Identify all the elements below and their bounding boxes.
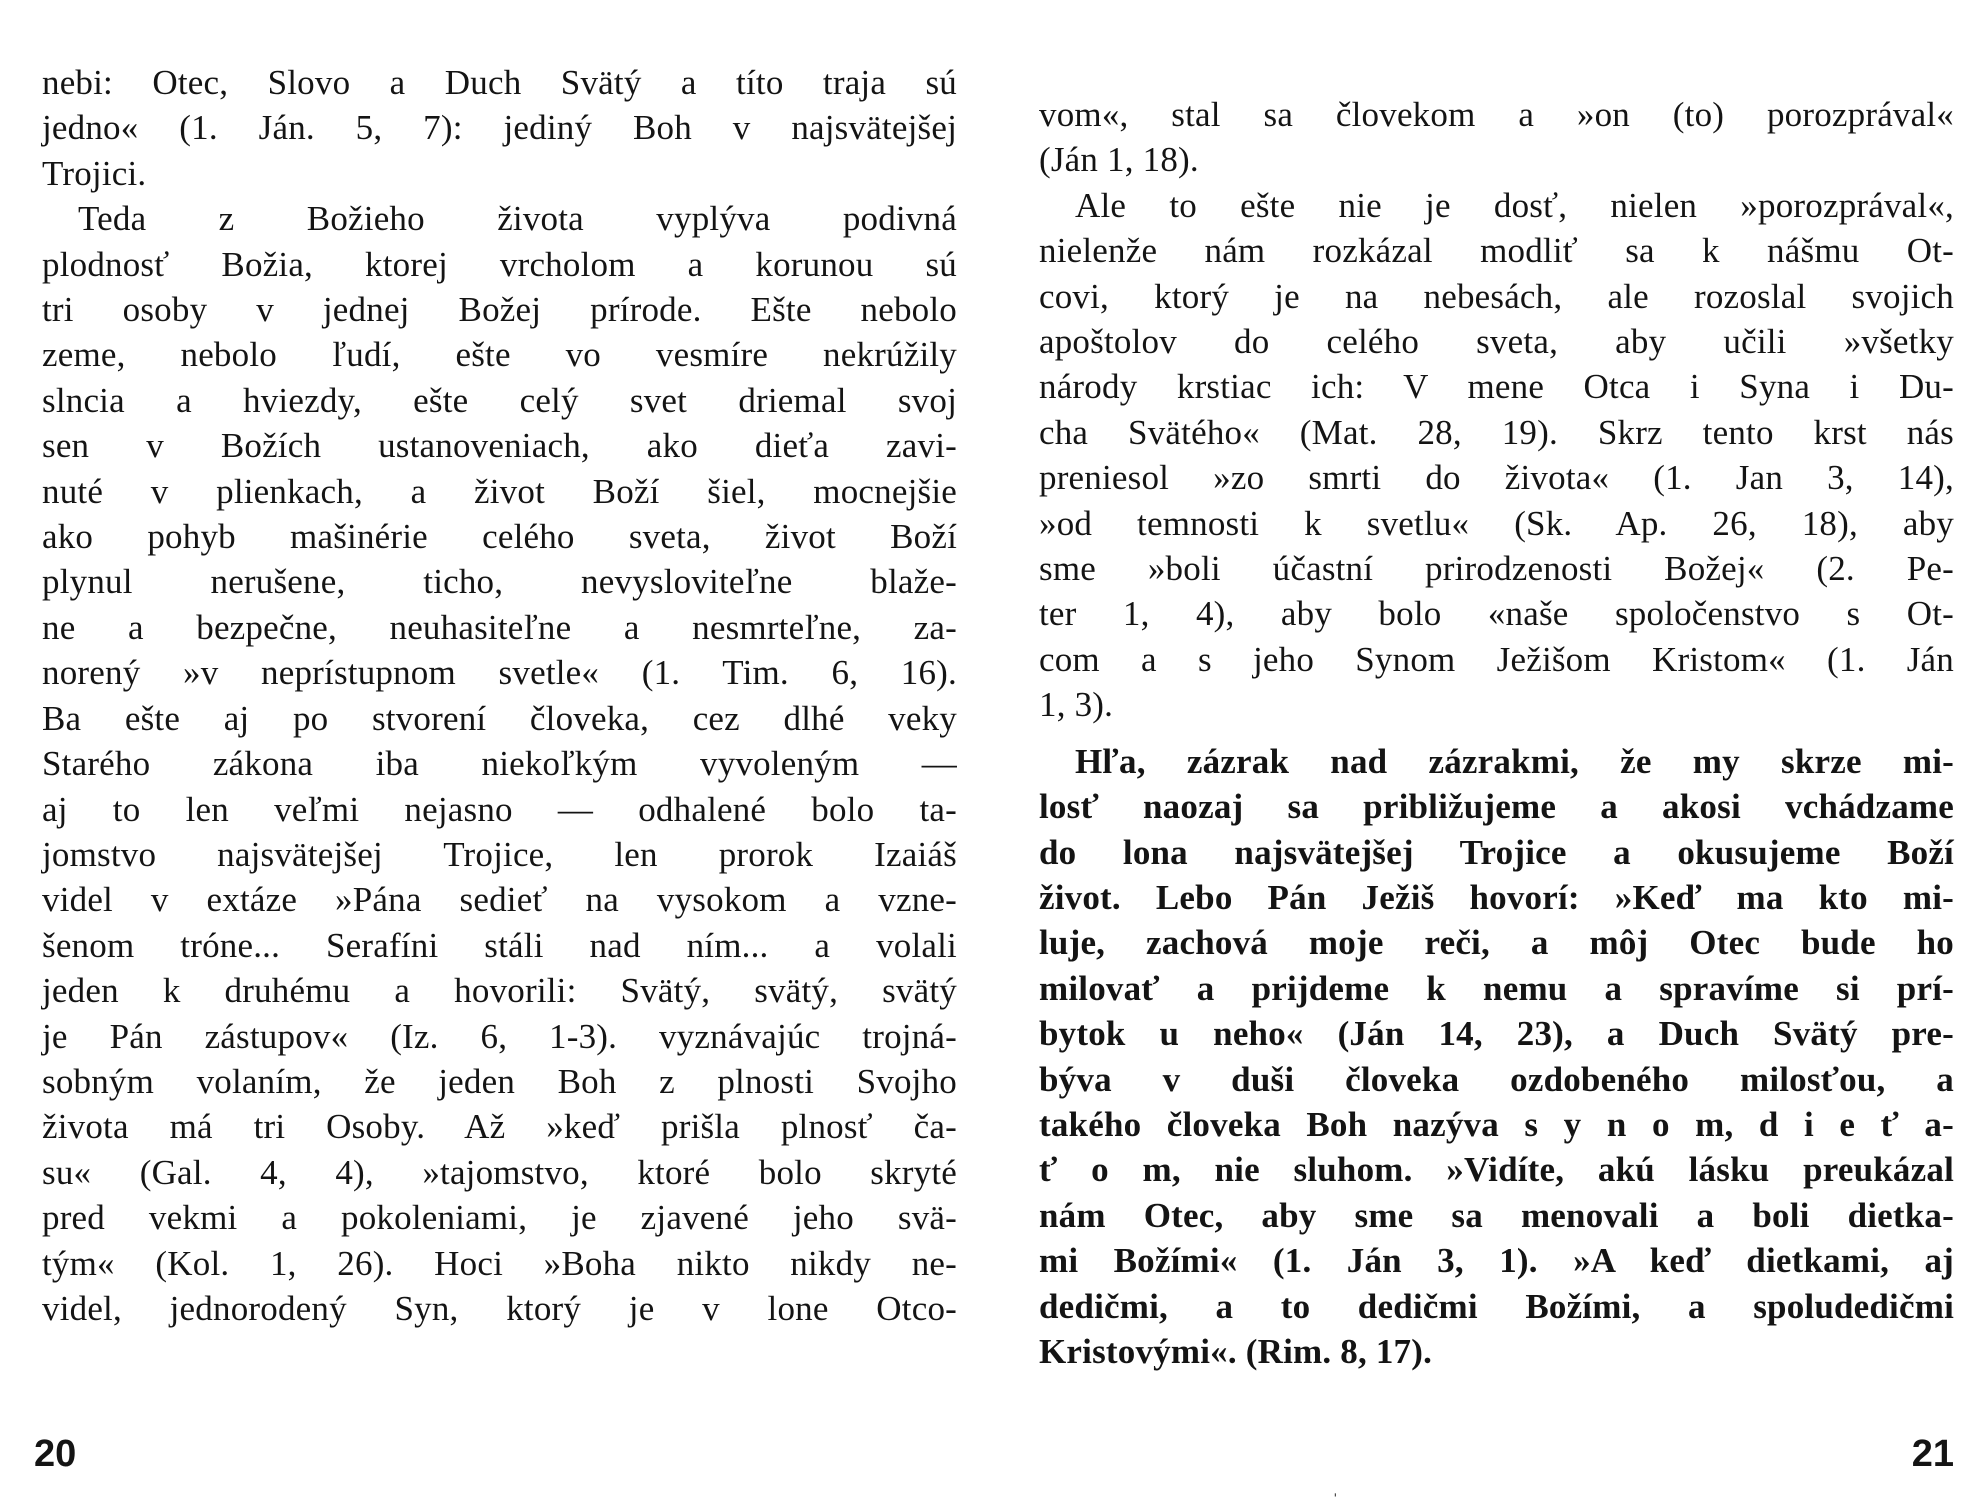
text-line: Ba ešte aj po stvorení človeka, cez dlhé veky bbox=[42, 698, 957, 738]
paragraph-gap bbox=[1039, 728, 1954, 739]
text-line: ne a bezpečne, neuhasiteľne a nesmrteľne, za- bbox=[42, 607, 957, 647]
right-page bbox=[989, 0, 1978, 1500]
text-line: Teda z Božieho života vyplýva podivná bbox=[78, 199, 957, 239]
text-line: luje, zachová moje reči, a môj Otec bude ho bbox=[1039, 923, 1954, 963]
text-line: ť o m, nie sluhom. »Vidíte, akú lásku preukázal bbox=[1039, 1150, 1954, 1190]
text-line: jedno« (1. Ján. 5, 7): jediný Boh v najsvätejšej bbox=[42, 108, 957, 148]
text-line: bytok u neho« (Ján 14, 23), a Duch Svätý pre- bbox=[1039, 1014, 1954, 1054]
text-line: Kristovými«. (Rim. 8, 17). bbox=[1039, 1331, 1433, 1371]
text-line: losť naozaj sa približujeme a akosi vchádzame bbox=[1039, 787, 1954, 827]
text-line: šenom tróne... Serafíni stáli nad ním... a volali bbox=[42, 925, 957, 965]
text-line: nám Otec, aby sme sa menovali a boli dietka- bbox=[1039, 1195, 1954, 1235]
text-line: Starého zákona iba niekoľkým vyvoleným — bbox=[42, 744, 957, 784]
text-line: národy krstiac ich: V mene Otca i Syna i Du- bbox=[1039, 367, 1954, 407]
text-line: jomstvo najsvätejšej Trojice, len prorok Izaiáš bbox=[42, 834, 957, 874]
text-line: covi, ktorý je na nebesách, ale rozoslal svojich bbox=[1039, 276, 1954, 316]
text-line: Hľa, zázrak nad zázrakmi, že my skrze mi- bbox=[1075, 741, 1954, 781]
text-line: aj to len veľmi nejasno — odhalené bolo ta- bbox=[42, 789, 957, 829]
text-line: takého človeka Boh nazýva s y n o m, d i e ť a- bbox=[1039, 1104, 1954, 1144]
text-line: videl v extáze »Pána sedieť na vysokom a vzne- bbox=[42, 880, 957, 920]
right-page-text bbox=[1039, 92, 1954, 1374]
text-line: »od temnosti k svetlu« (Sk. Ap. 26, 18), aby bbox=[1039, 503, 1954, 543]
text-line: ter 1, 4), aby bolo «naše spoločenstvo s Ot- bbox=[1039, 594, 1954, 634]
text-line: nebi: Otec, Slovo a Duch Svätý a títo traja sú bbox=[42, 63, 957, 102]
text-line: života má tri Osoby. Až »keď prišla plnosť ča- bbox=[42, 1107, 957, 1147]
page-number: 21 bbox=[1911, 1433, 1954, 1475]
text-line: videl, jednorodený Syn, ktorý je v lone Otco- bbox=[42, 1288, 957, 1328]
text-line: preniesol »zo smrti do života« (1. Jan 3, 14), bbox=[1039, 458, 1954, 498]
text-line: Ale to ešte nie je dosť, nielen »porozprával«, bbox=[1075, 185, 1954, 225]
text-line: (Ján 1, 18). bbox=[1039, 140, 1199, 180]
text-line: plynul nerušene, ticho, nevysloviteľne blaže- bbox=[42, 562, 957, 602]
text-line: com a s jeho Synom Ježišom Kristom« (1. Ján bbox=[1039, 639, 1954, 679]
text-line: dedičmi, a to dedičmi Božími, a spoludedičmi bbox=[1039, 1286, 1954, 1326]
text-line: vom«, stal sa človekom a »on (to) porozprával« bbox=[1039, 95, 1954, 134]
text-line: nuté v plienkach, a život Boží šiel, mocnejšie bbox=[42, 471, 957, 511]
text-line: 1, 3). bbox=[1039, 685, 1114, 725]
text-line: norený »v neprístupnom svetle« (1. Tim. 6, 16). bbox=[42, 653, 957, 693]
left-page-text bbox=[42, 60, 957, 1331]
text-line: plodnosť Božia, ktorej vrcholom a korunou sú bbox=[42, 244, 957, 284]
stray-print-mark: ˌ bbox=[1332, 1475, 1339, 1497]
text-line: apoštolov do celého sveta, aby učili »všetky bbox=[1039, 322, 1954, 362]
text-line: sen v Božích ustanoveniach, ako dieťa zavi- bbox=[42, 426, 957, 466]
text-line: su« (Gal. 4, 4), »tajomstvo, ktoré bolo skryté bbox=[42, 1152, 957, 1192]
text-line: jeden k druhému a hovorili: Svätý, svätý, svätý bbox=[42, 971, 957, 1011]
text-line: Trojici. bbox=[42, 153, 147, 193]
text-line: milovať a prijdeme k nemu a spravíme si prí- bbox=[1039, 968, 1954, 1008]
text-line: život. Lebo Pán Ježiš hovorí: »Keď ma kto mi- bbox=[1039, 877, 1954, 917]
text-line: ako pohyb mašinérie celého sveta, život Boží bbox=[42, 517, 957, 557]
text-line: sobným volaním, že jeden Boh z plnosti Svojho bbox=[42, 1061, 957, 1101]
text-line: tým« (Kol. 1, 26). Hoci »Boha nikto nikdy ne- bbox=[42, 1243, 957, 1283]
text-line: mi Božími« (1. Ján 3, 1). »A keď dietkami, aj bbox=[1039, 1241, 1954, 1281]
text-line: nielenže nám rozkázal modliť sa k nášmu Ot- bbox=[1039, 231, 1954, 271]
text-line: slncia a hviezdy, ešte celý svet driemal svoj bbox=[42, 380, 957, 420]
text-line: cha Svätého« (Mat. 28, 19). Skrz tento krst nás bbox=[1039, 412, 1954, 452]
text-line: sme »boli účastní prirodzenosti Božej« (2. Pe- bbox=[1039, 549, 1954, 589]
text-line: pred vekmi a pokoleniami, je zjavené jeho svä- bbox=[42, 1198, 957, 1238]
text-line: býva v duši človeka ozdobeného milosťou, a bbox=[1039, 1059, 1954, 1099]
text-line: do lona najsvätejšej Trojice a okusujeme Boží bbox=[1039, 832, 1954, 872]
page-number: 20 bbox=[34, 1433, 77, 1475]
text-line: zeme, nebolo ľudí, ešte vo vesmíre nekrúžily bbox=[42, 335, 957, 375]
text-line: je Pán zástupov« (Iz. 6, 1-3). vyznávajúc trojná- bbox=[42, 1016, 957, 1056]
text-line: tri osoby v jednej Božej prírode. Ešte nebolo bbox=[42, 290, 957, 330]
